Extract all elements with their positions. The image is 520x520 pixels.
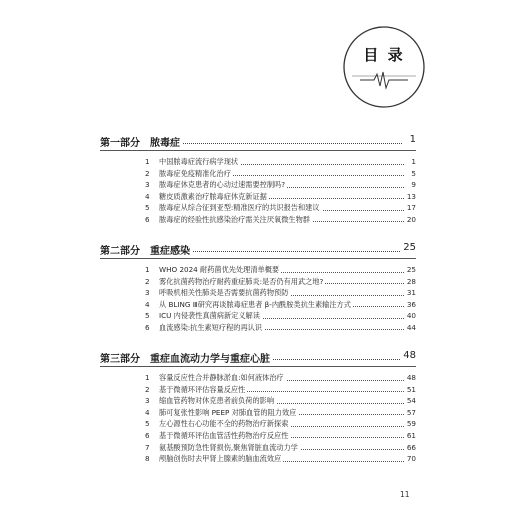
part-label: 第二部分 <box>100 246 140 257</box>
part-page-number: 25 <box>403 242 416 253</box>
part-page-number: 1 <box>409 134 416 145</box>
part-title: 重症感染 <box>150 242 192 257</box>
list-item[interactable]: 6 脓毒症的经验性抗感染治疗需关注厌氧微生物群 20 <box>145 214 416 224</box>
item-list <box>145 372 416 465</box>
heartbeat-icon <box>330 18 438 116</box>
toc-part-3 <box>100 350 416 464</box>
list-item[interactable]: 6 血流感染:抗生素短疗程的再认识 44 <box>145 322 416 332</box>
list-item[interactable]: 3 缩血管药物对休克患者前负荷的影响 54 <box>145 396 416 406</box>
list-item[interactable]: 3 脓毒症休克患者的心动过速需要控制吗? 9 <box>145 180 416 190</box>
list-item[interactable]: 7 氨基酸预防急性肾损伤,聚焦肾脏血流动力学 66 <box>145 442 416 452</box>
list-item[interactable]: 4 肺可复张性影响 PEEP 对肺血管的阻力效应 57 <box>145 407 416 417</box>
list-item[interactable]: 6 基于微循环评估血管活性药物治疗反应性 61 <box>145 430 416 440</box>
list-item[interactable]: 1 WHO 2024 耐药菌优先处理清单概要 25 <box>145 265 416 274</box>
part-label: 第三部分 <box>100 354 140 365</box>
part-page-number: 48 <box>403 350 416 361</box>
toc-emblem <box>330 18 438 116</box>
list-item[interactable]: 1 中国脓毒症流行病学现状 1 <box>145 157 416 166</box>
list-item[interactable]: 5 ICU 内侵袭性真菌病新定义解读 40 <box>145 311 416 321</box>
list-item[interactable]: 8 颅脑创伤时去甲肾上腺素的脑血流效应 70 <box>145 454 416 464</box>
part-heading[interactable] <box>100 350 416 366</box>
toc-part-2 <box>100 242 416 332</box>
list-item[interactable]: 1 容量反应性合并静脉淤血:如何液体治疗 48 <box>145 373 416 382</box>
section-divider <box>100 366 416 367</box>
list-item[interactable]: 2 脓毒症免疫精准化治疗 5 <box>145 168 416 178</box>
toc-part-1 <box>100 134 416 224</box>
section-divider <box>100 150 416 151</box>
part-heading[interactable] <box>100 242 416 258</box>
list-item[interactable]: 5 脓毒症从综合征到亚型:精准医疗的共识报告和建议 17 <box>145 203 416 213</box>
section-divider <box>100 258 416 259</box>
part-heading[interactable] <box>100 134 416 150</box>
part-label: 第一部分 <box>100 138 140 149</box>
page-number: 11 <box>400 490 410 499</box>
part-title: 重症血流动力学与重症心脏 <box>150 350 272 365</box>
list-item[interactable]: 5 左心源性右心功能不全的药物治疗新探索 59 <box>145 419 416 429</box>
item-list <box>145 156 416 226</box>
list-item[interactable]: 3 呼吸机相关性肺炎是否需要抗菌药物预防 31 <box>145 288 416 298</box>
list-item[interactable]: 2 基于微循环评估容量反应性 51 <box>145 384 416 394</box>
toc-title: 目 录 <box>363 46 405 64</box>
list-item[interactable]: 2 雾化抗菌药物治疗耐药重症肺炎:是否仍有用武之地? 28 <box>145 276 416 286</box>
dot-leader <box>150 143 402 144</box>
part-title: 脓毒症 <box>150 134 182 149</box>
list-item[interactable]: 4 从 BLING Ⅲ研究再谈脓毒症患者 β-内酰胺类抗生素输注方式 36 <box>145 299 416 309</box>
item-list <box>145 264 416 334</box>
list-item[interactable]: 4 糖皮质激素治疗脓毒症休克新证据 13 <box>145 191 416 201</box>
